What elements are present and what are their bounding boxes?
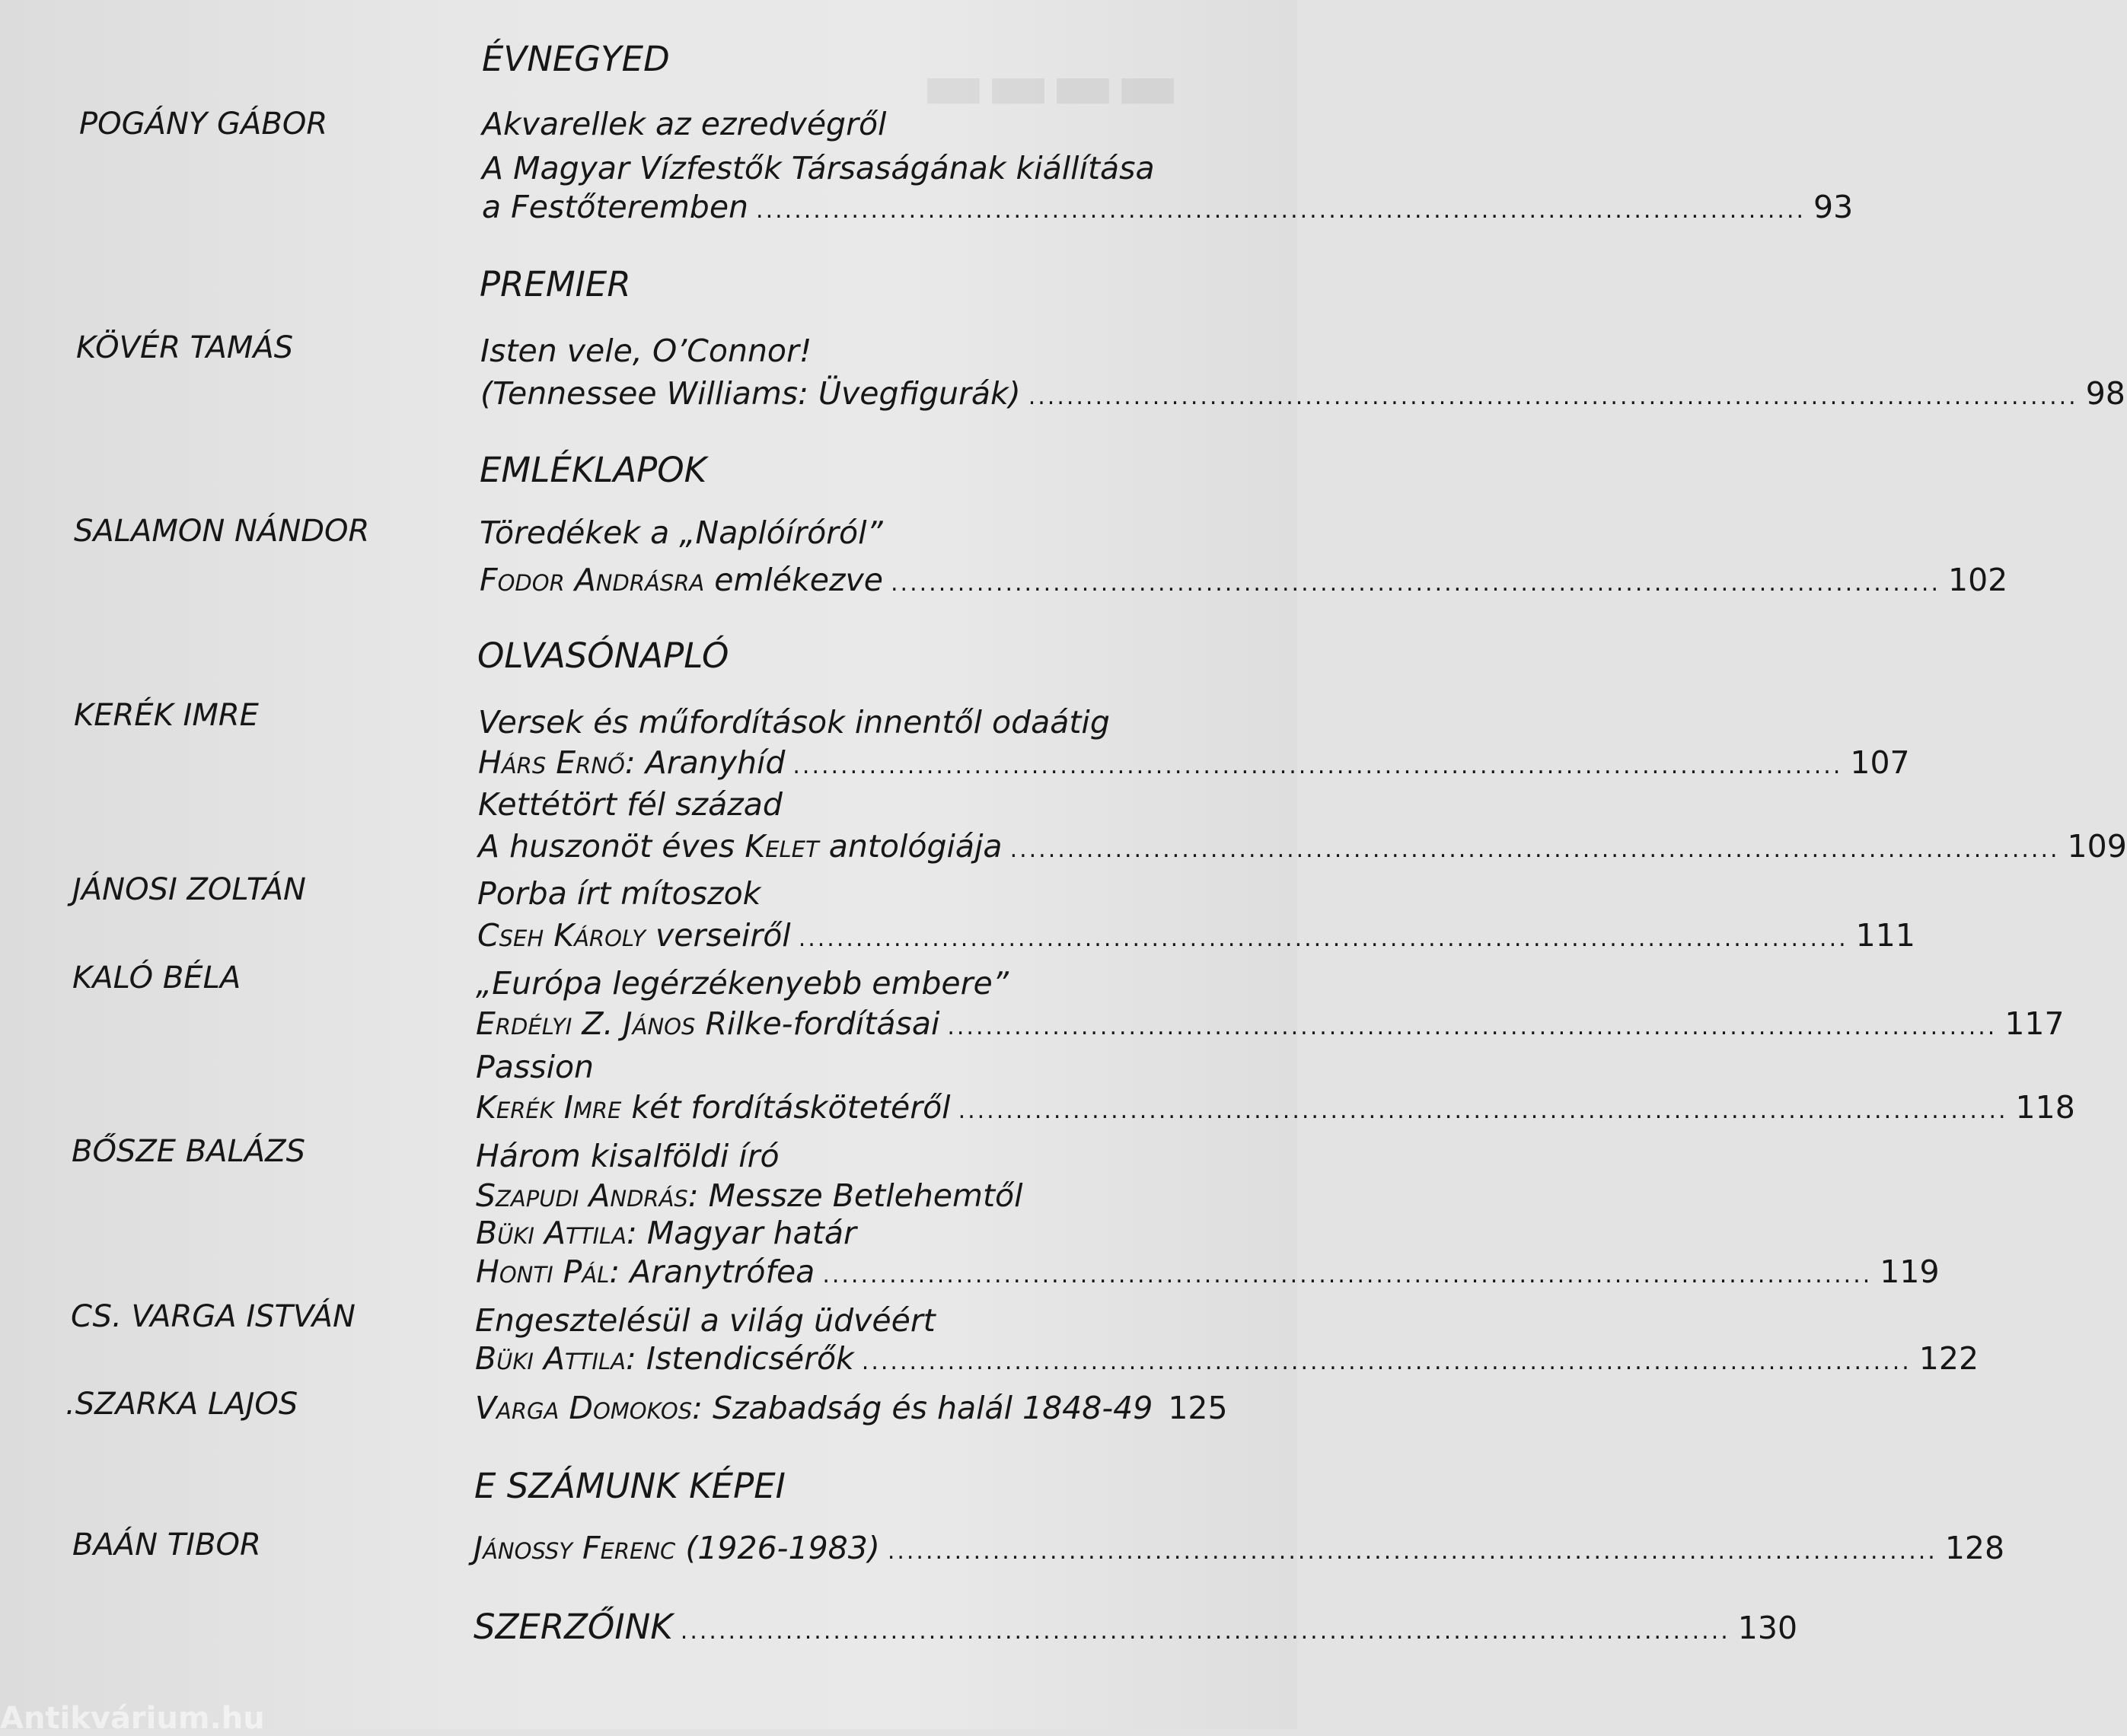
person-name: Erdélyi Z. János [476, 1005, 696, 1042]
entry-subline [476, 1177, 1023, 1215]
section-title-emleklapok: EMLÉKLAPOK [480, 450, 707, 490]
entry-title: „Európa legérzékenyebb embere” [476, 965, 1009, 1002]
entry-text: A huszonöt éves [478, 828, 745, 865]
toc-row [480, 374, 2125, 416]
page-number: 125 [1168, 1390, 1228, 1426]
toc-row [476, 1253, 1940, 1295]
entry-title: Isten vele, O’Connor! [480, 333, 812, 369]
author-janosi-zoltan: JÁNOSI ZOLTÁN [72, 872, 306, 907]
page-number: 119 [1880, 1253, 1940, 1290]
toc-row [475, 1389, 1228, 1431]
page-number: 107 [1850, 744, 1910, 781]
toc-row [480, 561, 2008, 603]
watermark-text: Antikvárium.hu [0, 1701, 265, 1736]
dot-leader: .............................................................................................................. [680, 1618, 1730, 1645]
toc-row [478, 744, 1910, 785]
section-title-premier: PREMIER [480, 264, 631, 304]
entry-last-line [475, 1389, 1153, 1427]
entry-last-line [474, 1529, 880, 1567]
dot-leader: .............................................................................................................. [1009, 836, 2060, 863]
entry-subtitle: A Magyar Vízfestők Társaságának kiállítása [482, 150, 1155, 186]
entry-last-line [476, 1005, 939, 1043]
toc-row [476, 1088, 2075, 1130]
dot-leader: .............................................................................................................. [958, 1097, 2008, 1124]
page-number: 122 [1918, 1340, 1979, 1377]
entry-text: : Aranyhíd [624, 744, 786, 781]
toc-row [482, 188, 1854, 230]
dot-leader: .............................................................................................................. [861, 1349, 1912, 1375]
entry-text: Rilke-fordításai [695, 1005, 940, 1042]
person-name: Hárs Ernő [478, 744, 625, 781]
person-name: Büki Attila [476, 1215, 627, 1251]
entry-title: Engesztelésül a világ üdvéért [475, 1302, 936, 1339]
entry-last-line [478, 744, 785, 782]
entry-last-line [477, 916, 791, 954]
page-number: 130 [1737, 1610, 1798, 1646]
toc-row [475, 1339, 1979, 1381]
dot-leader: .............................................................................................................. [792, 753, 1843, 779]
entry-text: (1926-1983) [675, 1530, 880, 1566]
entry-text: antológiája [818, 828, 1003, 865]
entry-text: : Aranytrófea [609, 1253, 815, 1290]
toc-row [477, 916, 1915, 958]
person-name: Büki Attila [475, 1340, 626, 1377]
author-baan-tibor: BAÁN TIBOR [72, 1527, 261, 1562]
entry-last-line [480, 561, 883, 599]
author-szarka-lajos: .SZARKA LAJOS [65, 1387, 298, 1422]
dot-leader: .............................................................................................................. [798, 925, 1848, 952]
dot-leader: .............................................................................................................. [822, 1262, 1873, 1288]
toc-row [474, 1529, 2005, 1571]
entry-title: Akvarellek az ezredvégről [482, 106, 887, 142]
entry-title: Kettétört fél század [478, 786, 783, 823]
dot-leader: .............................................................................................................. [891, 570, 1940, 597]
section-title-evnegyed: ÉVNEGYED [482, 39, 670, 79]
entry-text: : Magyar határ [626, 1215, 856, 1251]
entry-last-line [478, 827, 1003, 865]
entry-title: Passion [476, 1049, 595, 1085]
toc-row [478, 827, 2127, 869]
author-pogany-gabor: POGÁNY GÁBOR [79, 107, 328, 142]
entry-text: verseiről [646, 917, 791, 954]
journal-name: Kelet [745, 828, 819, 865]
entry-last-line [476, 1088, 951, 1126]
person-name: Jánossy Ferenc [474, 1530, 676, 1566]
page-number: 117 [2004, 1005, 2065, 1042]
entry-text: emlékezve [704, 562, 884, 598]
entry-last-line: a Festőteremben [482, 189, 749, 225]
entry-title: Versek és műfordítások innentől odaátig [478, 704, 1110, 741]
page-number: 98 [2085, 375, 2125, 412]
entry-text: : Istendicsérők [625, 1340, 854, 1377]
entry-last-line [476, 1253, 815, 1291]
entry-text: két fordításkötetéről [621, 1089, 951, 1126]
show-through-shadow: ▬▬▬▬ [921, 46, 1181, 126]
dot-leader: .............................................................................................................. [947, 1014, 1998, 1040]
entry-last-line: (Tennessee Williams: Üvegfigurák) [480, 375, 1021, 412]
person-name: Fodor Andrásra [480, 562, 705, 598]
person-name: Varga Domokos [475, 1390, 693, 1426]
author-kover-tamas: KÖVÉR TAMÁS [76, 330, 294, 365]
entry-title: Porba írt mítoszok [477, 875, 761, 912]
author-bosze-balazs: BŐSZE BALÁZS [72, 1134, 305, 1169]
entry-text: : Szabadság és halál 1848-49 [692, 1390, 1153, 1426]
person-name: Kerék Imre [476, 1089, 622, 1126]
person-name: Szapudi András [476, 1177, 688, 1214]
toc-row-szerzoink [474, 1606, 1798, 1653]
person-name: Cseh Károly [477, 917, 646, 954]
entry-last-line [475, 1339, 854, 1378]
section-title-e-szamunk-kepei: E SZÁMUNK KÉPEI [474, 1466, 786, 1506]
entry-title: Töredékek a „Naplóíróról” [480, 514, 883, 551]
toc-row [476, 1005, 2065, 1046]
section-title-szerzoink: SZERZŐINK [474, 1607, 673, 1647]
entry-title: Három kisalföldi író [476, 1138, 780, 1174]
entry-subline [476, 1214, 856, 1252]
entry-text: : Messze Betlehemtől [687, 1177, 1023, 1214]
page-number: 109 [2067, 828, 2127, 865]
dot-leader: .............................................................................................................. [1028, 384, 2078, 410]
author-cs-varga-istvan: CS. VARGA ISTVÁN [71, 1299, 356, 1334]
page-number: 118 [2015, 1089, 2075, 1126]
page-number: 128 [1944, 1530, 2005, 1566]
page-number: 93 [1813, 189, 1854, 225]
dot-leader: .............................................................................................................. [887, 1538, 1937, 1565]
page-number: 111 [1855, 917, 1915, 954]
author-salamon-nandor: SALAMON NÁNDOR [74, 514, 370, 549]
section-title-olvasonaplo: OLVASÓNAPLÓ [477, 635, 729, 676]
author-kalo-bela: KALÓ BÉLA [72, 960, 241, 995]
page-number: 102 [1948, 562, 2008, 598]
person-name: Honti Pál [476, 1253, 610, 1290]
author-kerek-imre: KERÉK IMRE [74, 698, 259, 733]
dot-leader: .............................................................................................................. [756, 197, 1807, 224]
